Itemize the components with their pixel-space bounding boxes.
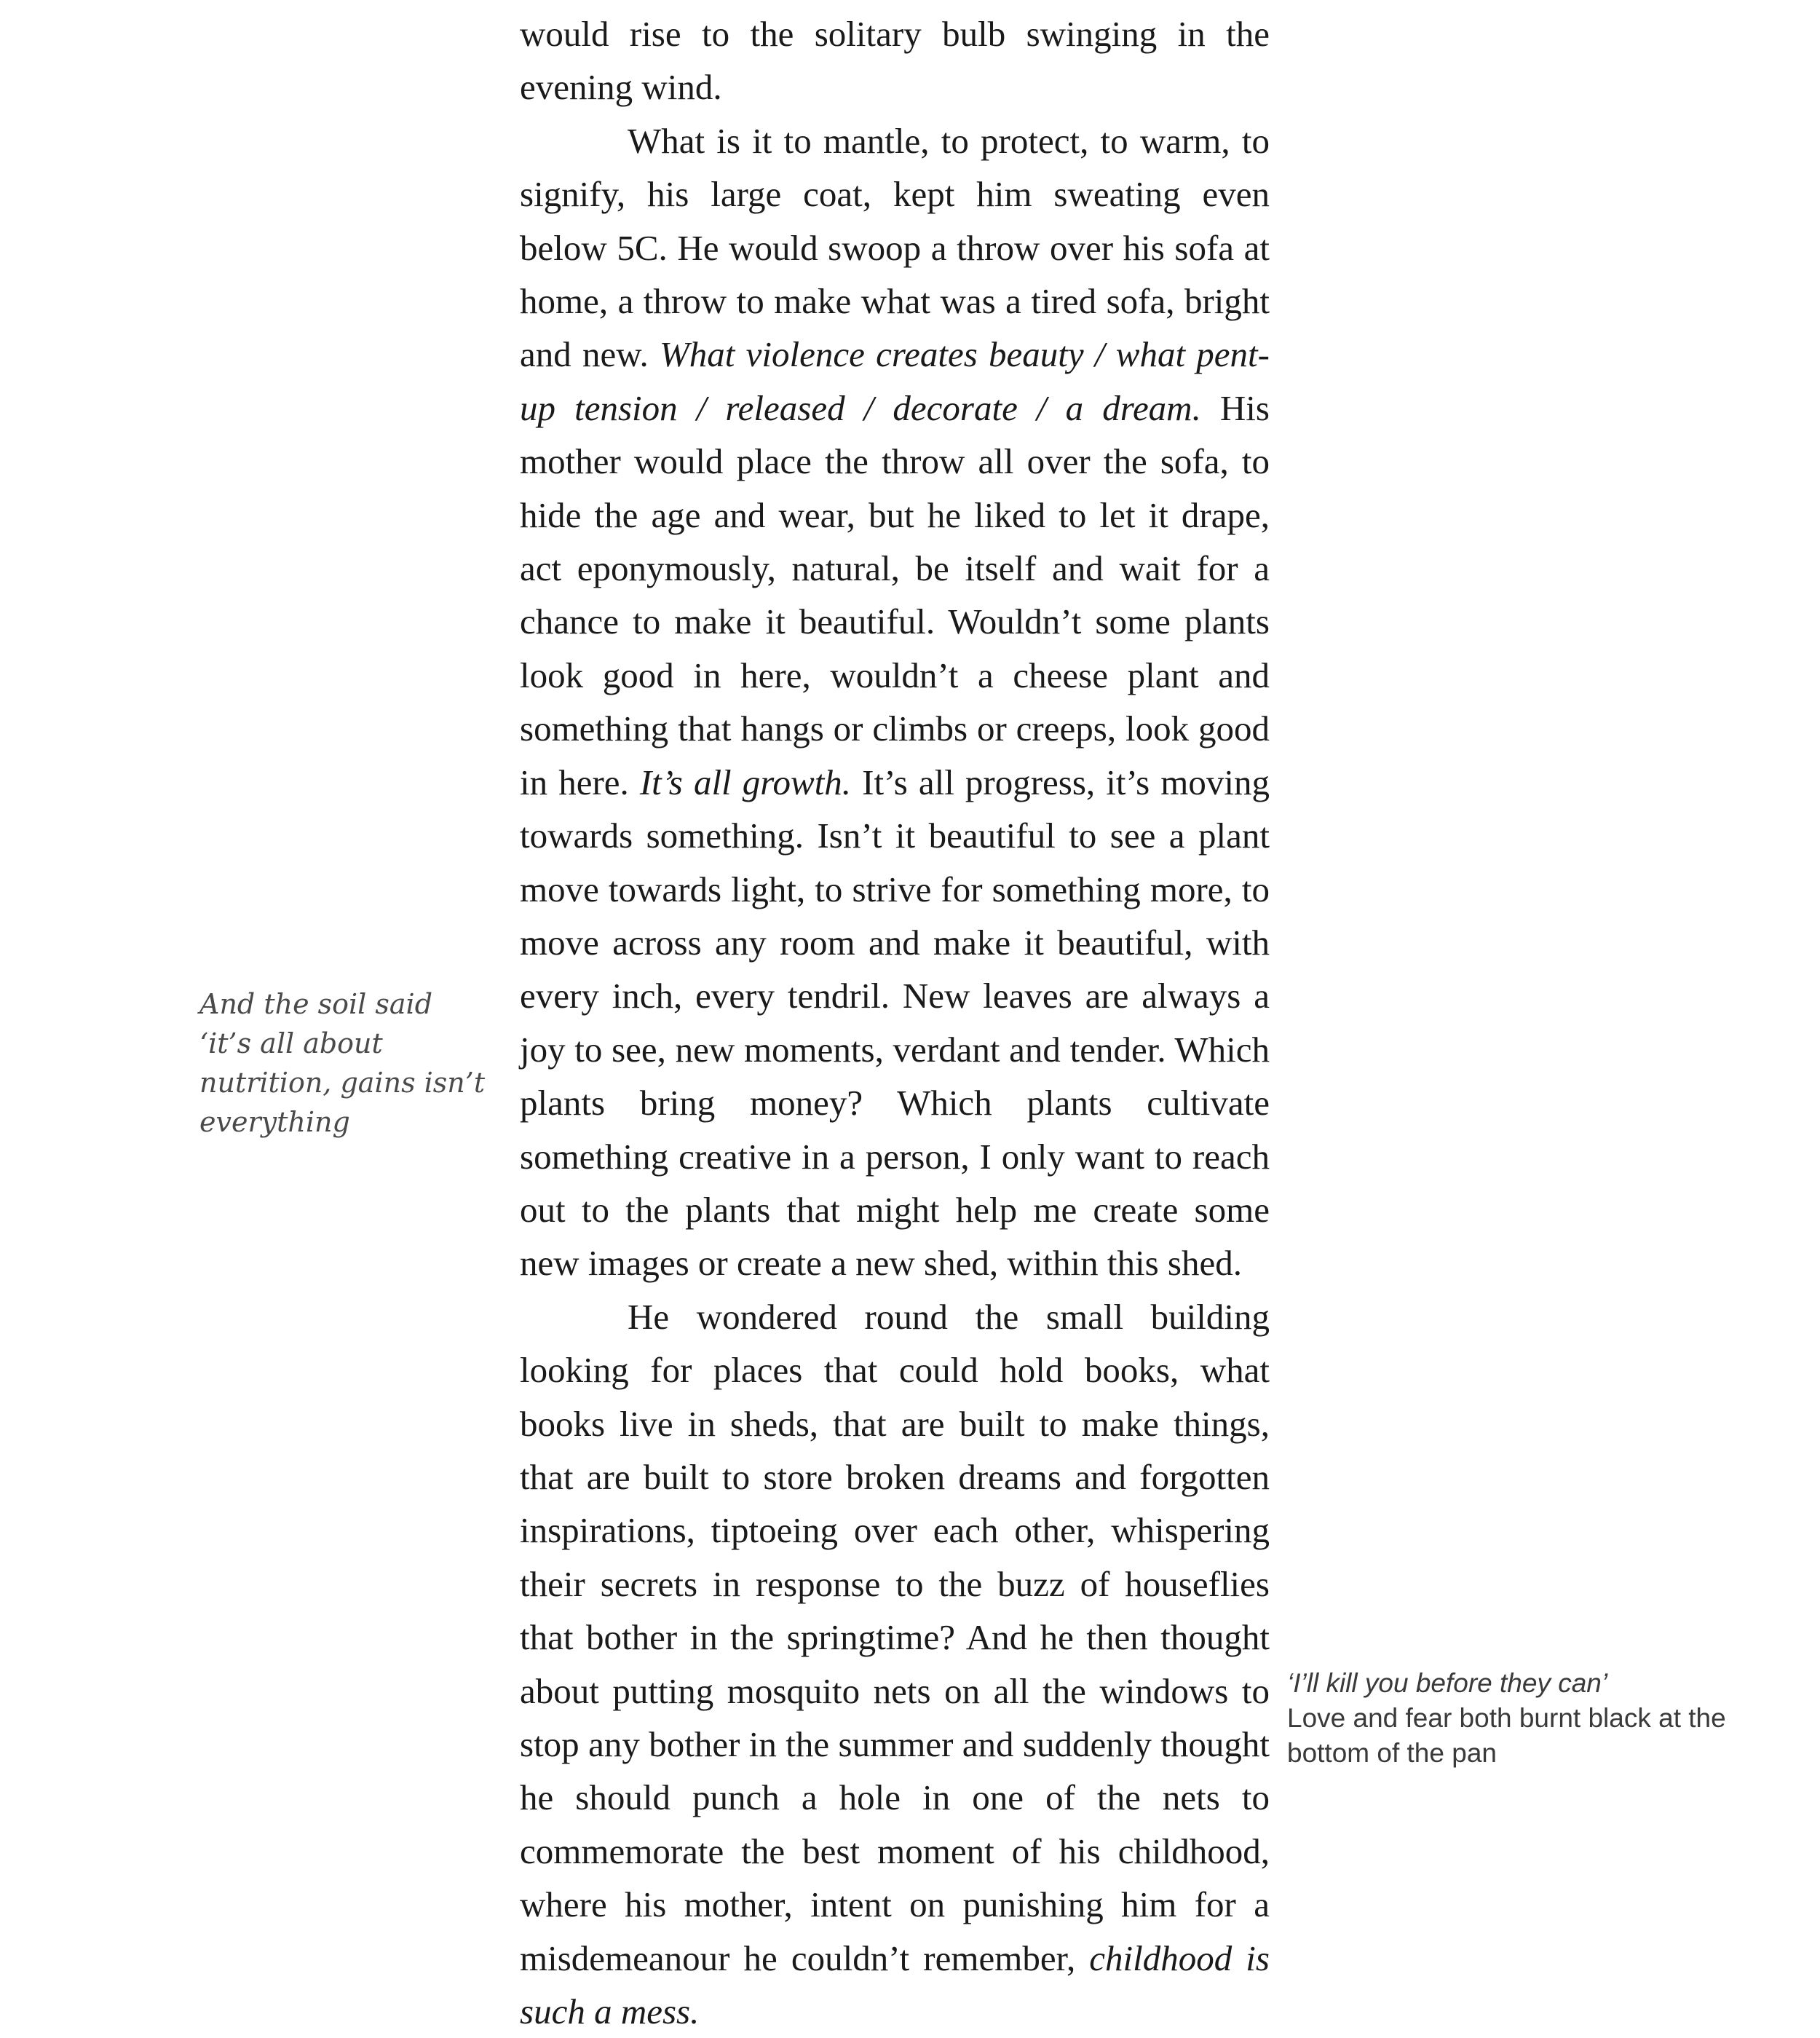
paragraph-2-italic-verse: What violence creates beauty / what pent-up tension / released / decorate / a dream. bbox=[520, 334, 1270, 428]
paragraph-2 bbox=[520, 114, 1270, 1290]
paragraph-1 bbox=[520, 7, 1270, 114]
paragraph-3-text: He wondered round the small building looking for places that could hold books, what books live in sheds, that are built to make things, that are built to store broken dreams and forgotten inspirations, tiptoeing over each other, whispering their secrets in response to the buzz of houseflies that bother in the springtime? And he then thought about putting mosquito nets on all the windows to stop any bother in the summer and suddenly thought he should punch a hole in one of the nets to commemorate the best moment of his childhood, where his mother, intent on punishing him for a misdemeanour he couldn’t remember, bbox=[520, 1296, 1270, 1978]
margin-note-right bbox=[1287, 1666, 1768, 1771]
margin-note-left: And the soil said ‘it’s all about nutrition, gains isn’t everything bbox=[199, 988, 486, 1138]
paragraph-2-text-b: His mother would place the throw all over the sofa, to hide the age and wear, but he liked to let it drape, act eponymously, natural, be itself and wait for a chance to make it beautiful. Wouldn’t some plants look good in here, wouldn’t a cheese plant and something that hangs or climbs or creeps, look good in here. bbox=[520, 387, 1270, 802]
paragraph-1-text: would rise to the solitary bulb swinging in the evening wind. bbox=[520, 14, 1270, 108]
margin-note-right-text: Love and fear both burnt black at the bottom of the pan bbox=[1287, 1703, 1726, 1768]
paragraph-3-italic-ending: childhood is such a mess. bbox=[520, 1938, 1270, 2032]
paragraph-2-text-c: It’s all progress, it’s moving towards something. Isn’t it beautiful to see a plant move towards light, to strive for something more, to move across any room and make it beautiful, with every inch, every tendril. New leaves are always a joy to see, new moments, verdant and tender. Which plants bring money? Which plants cultivate something creative in a person, I only want to reach out to the plants that might help me create some new images or create a new shed, within this shed. bbox=[520, 762, 1270, 1284]
paragraph-2-text-a: What is it to mantle, to protect, to warm, to signify, his large coat, kept him sweating even below 5C. He would swoop a throw over his sofa at home, a throw to make what was a tired sofa, bright and new. bbox=[520, 120, 1270, 375]
margin-note-right-quote: ‘I’ll kill you before they can’ bbox=[1287, 1668, 1608, 1698]
paragraph-2-italic-growth: It’s all growth. bbox=[639, 762, 852, 802]
main-text-column bbox=[520, 7, 1270, 2038]
paragraph-3 bbox=[520, 1290, 1270, 2038]
